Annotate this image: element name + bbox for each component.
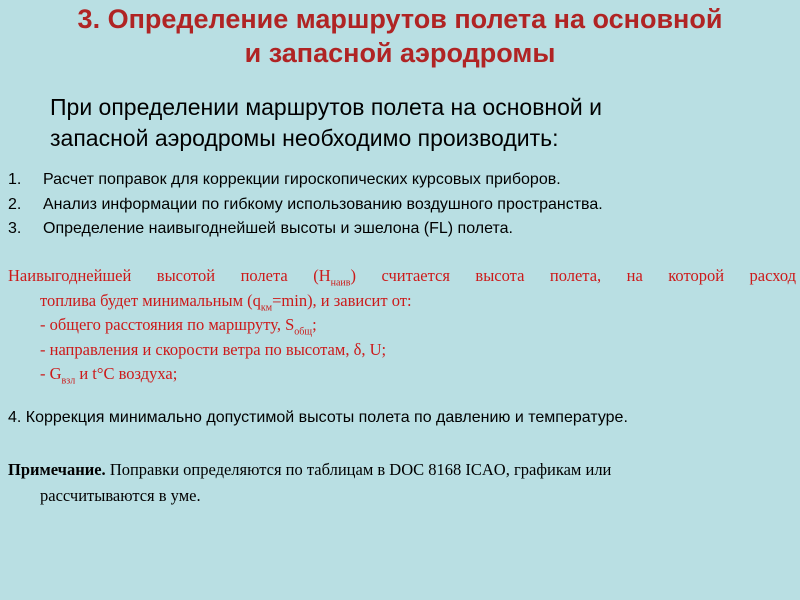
optimal-text-part: ; — [312, 315, 317, 334]
optimal-text-part: и t°C воздуха; — [75, 364, 178, 383]
list-item-number: 3. — [8, 220, 22, 237]
item-4-text: 4. Коррекция минимально допустимой высоты полета по давлению и температуре. — [8, 409, 628, 426]
optimal-text-part: =min), и зависит от: — [272, 290, 412, 310]
slide-title — [0, 2, 800, 70]
optimal-subscript: наив — [330, 277, 351, 289]
optimal-subscript: взл — [61, 375, 76, 387]
optimal-text-part: - G — [40, 364, 62, 383]
note-line-2: рассчитываются в уме. — [40, 486, 201, 505]
optimal-bullet-wind: - направления и скорости ветра по высотам, δ, U; — [40, 339, 387, 359]
slide-title-line-2: и запасной аэродромы — [244, 38, 556, 68]
optimal-bullet-distance — [8, 313, 796, 338]
optimal-subscript: общ — [294, 326, 313, 338]
note-label: Примечание. — [8, 460, 106, 479]
note-line-1 — [8, 457, 788, 483]
optimal-definition-line-1 — [8, 264, 796, 289]
slide-title-line-1: 3. Определение маршрутов полета на основной — [77, 4, 723, 34]
optimal-text-part: - общего расстояния по маршруту, S — [40, 315, 295, 334]
intro-text — [50, 92, 750, 154]
optimal-text-part: топлива будет минимальным (q — [40, 290, 261, 310]
optimal-altitude-block — [8, 264, 796, 387]
note-text: Поправки определяются по таблицам в DOC 8168 ICAO, графикам или — [105, 460, 612, 479]
optimal-definition-line-2 — [8, 289, 796, 314]
optimal-bullet-weight-temp — [8, 362, 796, 387]
steps-list — [8, 168, 788, 242]
list-item — [8, 193, 788, 218]
list-item-number: 2. — [8, 195, 22, 213]
list-item — [8, 217, 788, 242]
list-item-text: Определение наивыгоднейшей высоты и эшелона (FL) полета. — [43, 220, 513, 237]
list-item-text: Анализ информации по гибкому использованию воздушного пространства. — [43, 195, 603, 213]
intro-line-2: запасной аэродромы необходимо производить: — [50, 125, 559, 151]
list-item-text: Расчет поправок для коррекции гироскопических курсовых приборов. — [43, 171, 561, 188]
list-item — [8, 168, 788, 193]
note-block — [8, 457, 788, 509]
list-item-number: 1. — [8, 171, 22, 188]
optimal-text-part: Наивыгоднейшей высотой полета (Н — [8, 266, 331, 285]
intro-line-1: При определении маршрутов полета на основной и — [50, 94, 602, 120]
optimal-subscript: км — [260, 301, 273, 313]
optimal-text-part: ) считается высота полета, на которой расход — [350, 266, 796, 285]
